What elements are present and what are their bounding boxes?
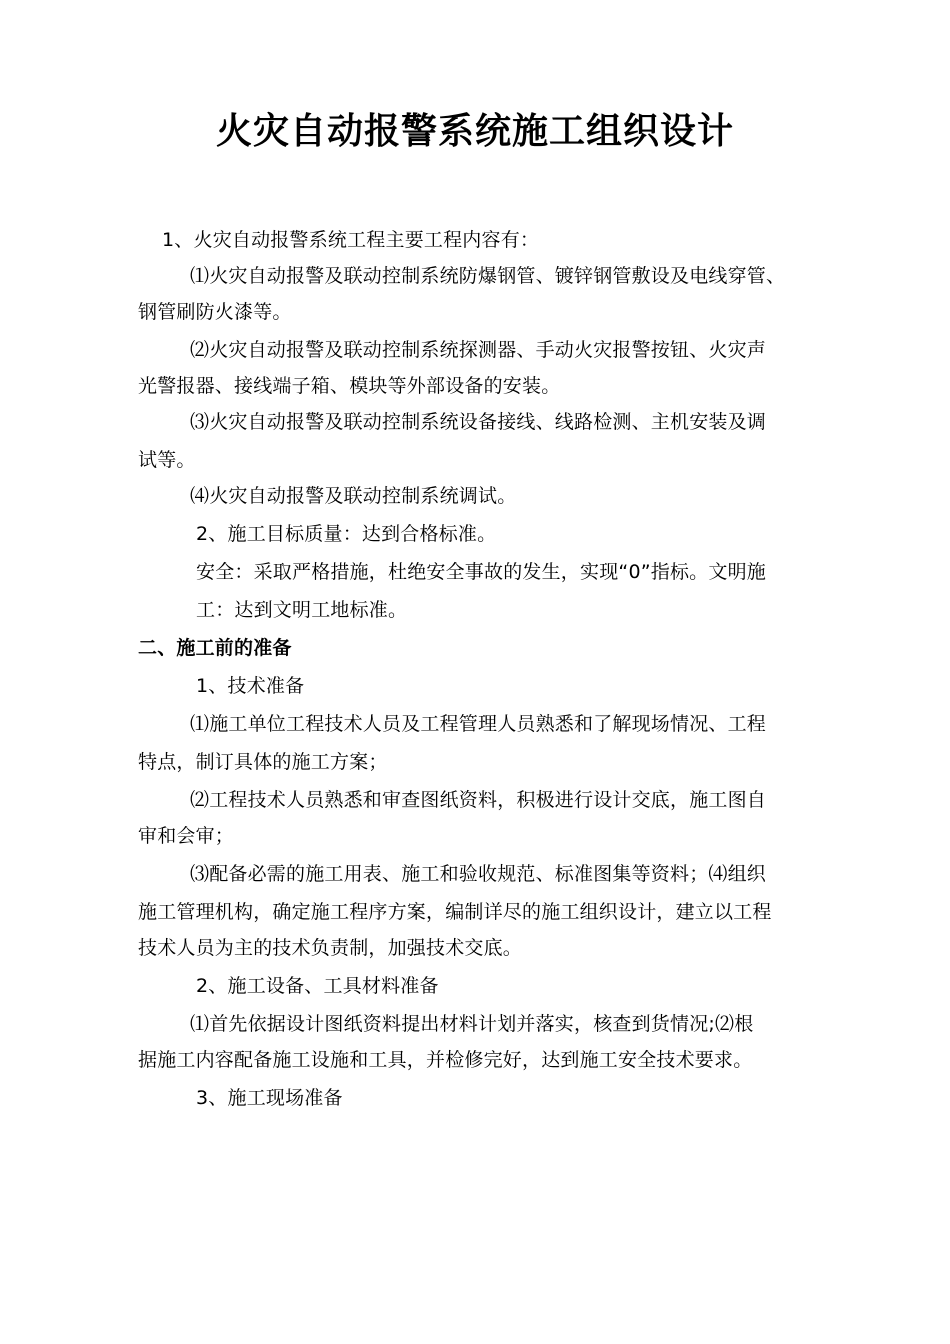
line-safety-target-b: 工：达到文明工地标准。: [196, 599, 408, 621]
subheading-site-preparation: 3、施工现场准备: [196, 1087, 343, 1109]
line-equipment-item-b: 据施工内容配备施工设施和工具，并检修完好，达到施工安全技术要求。: [138, 1049, 753, 1071]
line-tech-item-1b: 特点，制订具体的施工方案；: [138, 751, 388, 773]
line-safety-target-a: 安全：采取严格措施，杜绝安全事故的发生，实现“0”指标。文明施: [196, 561, 766, 583]
subheading-technical-preparation: 1、技术准备: [196, 675, 305, 697]
line-tech-item-3b: 施工管理机构，确定施工程序方案，编制详尽的施工组织设计，建立以工程: [138, 901, 772, 923]
section-heading-preparation: 二、施工前的准备: [138, 637, 292, 659]
document-title: 火灾自动报警系统施工组织设计: [215, 111, 734, 152]
subheading-equipment-preparation: 2、施工设备、工具材料准备: [196, 975, 439, 997]
line-tech-item-2a: ⑵工程技术人员熟悉和审查图纸资料，积极进行设计交底，施工图自: [190, 789, 767, 811]
line-scope-heading: 1、火灾自动报警系统工程主要工程内容有：: [162, 229, 540, 251]
line-tech-item-1a: ⑴施工单位工程技术人员及工程管理人员熟悉和了解现场情况、工程: [190, 713, 767, 735]
line-tech-item-3c: 技术人员为主的技术负责制，加强技术交底。: [138, 937, 523, 959]
line-scope-item-2b: 光警报器、接线端子箱、模块等外部设备的安装。: [138, 375, 561, 397]
line-tech-item-3a: ⑶配备必需的施工用表、施工和验收规范、标准图集等资料；⑷组织: [190, 863, 767, 885]
line-scope-item-1a: ⑴火灾自动报警及联动控制系统防爆钢管、镀锌钢管敷设及电线穿管、: [190, 265, 786, 287]
line-quality-target: 2、施工目标质量：达到合格标准。: [196, 523, 497, 545]
line-scope-item-3b: 试等。: [138, 449, 196, 471]
line-tech-item-2b: 审和会审；: [138, 825, 235, 847]
line-scope-item-3a: ⑶火灾自动报警及联动控制系统设备接线、线路检测、主机安装及调: [190, 411, 767, 433]
line-scope-item-1b: 钢管刷防火漆等。: [138, 301, 292, 323]
line-scope-item-2a: ⑵火灾自动报警及联动控制系统探测器、手动火灾报警按钮、火灾声: [190, 339, 767, 361]
line-scope-item-4: ⑷火灾自动报警及联动控制系统调试。: [190, 485, 517, 507]
line-equipment-item-a: ⑴首先依据设计图纸资料提出材料计划并落实，核查到货情况;⑵根: [190, 1013, 754, 1035]
